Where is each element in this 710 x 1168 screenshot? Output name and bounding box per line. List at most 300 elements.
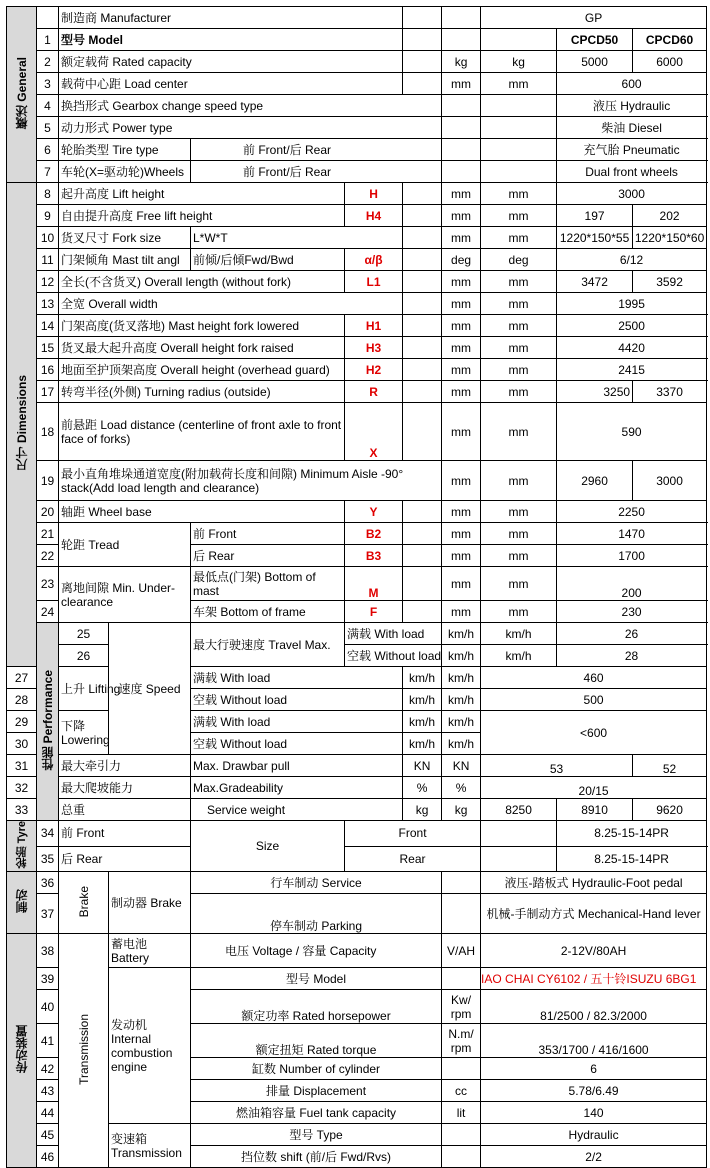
table-cell [403,293,442,315]
table-cell: 14 [37,315,59,337]
table-cell: mm [481,183,557,205]
table-cell: 5 [37,117,59,139]
table-cell: 8 [37,183,59,205]
table-cell: Y [345,501,403,523]
table-cell: 500 [481,689,707,711]
table-cell: Hydraulic [481,1124,707,1146]
table-cell: 型号 Model [59,29,403,51]
table-cell: KN [442,755,481,777]
table-cell: 电压 Voltage / 容量 Capacity [191,934,442,968]
table-cell: 挡位数 shift (前/后 Fwd/Rvs) [191,1146,442,1168]
table-cell: 速度 Speed [109,623,191,755]
table-cell: km/h [403,689,442,711]
table-cell [481,139,557,161]
table-cell: mm [481,545,557,567]
table-row [7,1124,707,1146]
table-cell: mm [442,601,481,623]
table-cell: 前 Front/后 Rear [191,161,442,183]
table-cell: IAO CHAI CY6102 / 五十铃ISUZU 6BG1 [481,968,707,990]
table-row [7,227,707,249]
table-cell: GP [481,7,707,29]
table-cell: 5000 [557,51,633,73]
table-cell: 2/2 [481,1146,707,1168]
table-cell: 性能 Performance [40,669,55,771]
table-cell: kg [442,51,481,73]
table-cell: 载荷中心距 Load center [59,73,403,95]
table-row [7,501,707,523]
table-cell: mm [442,227,481,249]
table-cell: 202 [633,205,707,227]
table-cell [403,183,442,205]
table-cell: 41 [37,1024,59,1058]
table-cell: 17 [37,381,59,403]
table-cell: H4 [345,205,403,227]
table-cell: 9 [37,205,59,227]
table-cell: 13 [37,293,59,315]
table-cell: mm [442,205,481,227]
table-cell: km/h [403,711,442,733]
table-cell: Max. Drawbar pull [191,755,403,777]
table-cell: B2 [345,523,403,545]
table-cell: 6000 [633,51,707,73]
table-cell: mm [481,205,557,227]
table-cell: 额定载荷 Rated capacity [59,51,403,73]
table-cell: 额定功率 Rated horsepower [191,990,442,1024]
table-cell [403,51,442,73]
table-cell: H3 [345,337,403,359]
table-cell: 39 [37,968,59,990]
table-cell: L1 [345,271,403,293]
table-cell [481,117,557,139]
table-cell: 1700 [557,545,707,567]
table-cell: Service weight [191,799,403,821]
table-cell [403,359,442,381]
table-row [7,755,707,777]
table-cell [403,381,442,403]
table-cell: 制动 [14,889,29,914]
table-cell: 23 [37,567,59,601]
table-cell: 27 [7,667,37,689]
table-cell: deg [481,249,557,271]
table-cell: 590 [557,403,707,461]
table-cell: 6 [37,139,59,161]
table-cell: 31 [7,755,37,777]
table-cell: 空载 Without load [191,733,403,755]
table-cell: 型号 Model [191,968,442,990]
table-cell: 45 [37,1124,59,1146]
table-cell: mm [481,293,557,315]
table-cell: 12 [37,271,59,293]
table-cell [442,29,481,51]
table-cell: Rear [345,846,481,872]
table-cell: Kw/ rpm [442,990,481,1024]
table-cell: 15 [37,337,59,359]
table-cell: 概述 General [14,56,29,130]
table-cell: M [345,567,403,601]
table-cell: 25 [59,623,109,645]
table-cell: mm [481,403,557,461]
table-cell: 3000 [633,461,707,501]
table-cell: km/h [442,645,481,667]
table-cell [442,139,481,161]
table-cell: % [442,777,481,799]
table-cell: 最大行驶速度 Travel Max. [191,623,345,667]
table-cell: 2415 [557,359,707,381]
table-cell: 3250 [557,381,633,403]
table-row [7,359,707,381]
table-cell: 前 Front [59,821,191,847]
table-cell: 满载 With load [191,711,403,733]
table-cell [403,7,442,29]
table-cell: 200 [557,567,707,601]
table-cell [403,567,442,601]
table-cell: 最大牵引力 [59,755,191,777]
table-cell: 2250 [557,501,707,523]
table-cell: H [345,183,403,205]
table-cell [442,968,481,990]
section-transmission [7,934,37,1168]
table-cell [442,1124,481,1146]
table-row [7,337,707,359]
table-cell: 21 [37,523,59,545]
table-cell: 自由提升高度 Free lift height [59,205,345,227]
section-tyre [7,821,37,872]
table-cell: 1220*150*55 [557,227,633,249]
table-cell: mm [481,315,557,337]
table-row [7,249,707,271]
table-cell: 19 [37,461,59,501]
table-cell: KN [403,755,442,777]
section-performance [37,623,59,821]
table-cell: 197 [557,205,633,227]
table-cell: 行车制动 Service [191,872,442,894]
table-cell: mm [442,523,481,545]
table-cell: V/AH [442,934,481,968]
table-cell: 传动装置 [14,1025,29,1074]
table-cell: N.m/ rpm [442,1024,481,1058]
table-row [7,623,707,645]
table-cell: 8250 [481,799,557,821]
table-cell: Size [191,821,345,872]
table-cell [403,523,442,545]
table-cell: X [345,403,403,461]
table-cell: 3000 [557,183,707,205]
table-cell [442,161,481,183]
table-cell: 42 [37,1058,59,1080]
table-cell: 20/15 [481,777,707,799]
table-cell: 机械-手制动方式 Mechanical-Hand lever [481,894,707,934]
table-cell [442,894,481,934]
table-cell: 离地间隙 Min. Under-clearance [59,567,191,623]
table-cell: 地面至护顶架高度 Overall height (overhead guard) [59,359,345,381]
table-cell: 动力形式 Power type [59,117,442,139]
table-cell: mm [481,227,557,249]
table-cell: 4420 [557,337,707,359]
table-cell: 缸数 Number of cylinder [191,1058,442,1080]
table-cell: 8.25-15-14PR [557,821,707,847]
table-cell [481,29,557,51]
table-cell: 38 [37,934,59,968]
table-cell: 43 [37,1080,59,1102]
section-dimensions [7,183,37,667]
table-cell: mm [481,601,557,623]
table-cell: 44 [37,1102,59,1124]
table-row [7,567,707,601]
table-row [7,161,707,183]
table-cell [59,934,109,1168]
table-cell: 11 [37,249,59,271]
table-row [7,73,707,95]
table-cell [442,1058,481,1080]
table-cell: 5.78/6.49 [481,1080,707,1102]
table-cell [403,271,442,293]
table-cell: 10 [37,227,59,249]
table-cell [481,95,557,117]
table-cell: 36 [37,872,59,894]
table-cell: 换挡形式 Gearbox change speed type [59,95,442,117]
table-cell: 轮胎 Tyre [15,821,28,869]
table-cell [403,249,442,271]
table-cell: Dual front wheels [557,161,707,183]
table-cell: 30 [7,733,37,755]
table-cell: 6 [481,1058,707,1080]
table-cell: 20 [37,501,59,523]
table-cell: mm [442,337,481,359]
table-cell [481,821,557,847]
table-cell: H1 [345,315,403,337]
table-row [7,821,707,847]
table-cell: km/h [442,733,481,755]
table-cell: % [403,777,442,799]
table-cell: L*W*T [191,227,403,249]
table-cell: 货叉尺寸 Fork size [59,227,191,249]
table-cell: mm [442,359,481,381]
table-cell: 32 [7,777,37,799]
table-cell: kg [442,799,481,821]
table-cell: mm [481,523,557,545]
table-row [7,381,707,403]
table-cell: km/h [481,623,557,645]
table-cell: 2 [37,51,59,73]
table-cell: lit [442,1102,481,1124]
table-cell: 总重 [59,799,191,821]
table-cell: 全宽 Overall width [59,293,403,315]
table-cell: 2-12V/80AH [481,934,707,968]
table-cell: mm [481,461,557,501]
table-cell: B3 [345,545,403,567]
table-row [7,403,707,461]
table-row [7,205,707,227]
table-cell: 液压-踏板式 Hydraulic-Foot pedal [481,872,707,894]
table-cell: mm [442,73,481,95]
table-row [7,799,707,821]
table-cell: 52 [633,755,707,777]
table-cell: 1 [37,29,59,51]
table-row [7,51,707,73]
table-cell [403,545,442,567]
table-cell: F [345,601,403,623]
table-cell: 6/12 [557,249,707,271]
table-cell: Front [345,821,481,847]
table-cell: mm [442,381,481,403]
table-cell: mm [481,381,557,403]
table-cell [442,117,481,139]
table-cell: 600 [557,73,707,95]
table-row [7,117,707,139]
table-cell: 车架 Bottom of frame [191,601,345,623]
table-cell [442,95,481,117]
table-cell: 28 [7,689,37,711]
table-cell: 33 [7,799,37,821]
table-cell: 230 [557,601,707,623]
table-cell: mm [481,271,557,293]
table-cell: 充气胎 Pneumatic [557,139,707,161]
table-row [7,934,707,968]
table-cell [481,161,557,183]
table-cell: Max.Gradeability [191,777,403,799]
table-cell: 下降 Lowering [59,711,109,755]
table-cell: 后 Rear [191,545,345,567]
table-cell: 柴油 Diesel [557,117,707,139]
table-cell [442,872,481,894]
table-cell [403,73,442,95]
table-cell: mm [442,545,481,567]
table-cell: 燃油箱容量 Fuel tank capacity [191,1102,442,1124]
table-cell: 起升高度 Lift height [59,183,345,205]
table-cell: kg [403,799,442,821]
table-row [7,846,707,872]
table-cell: 上升 Lifting [59,667,109,711]
table-cell: km/h [442,689,481,711]
table-cell: α/β [345,249,403,271]
table-row [7,293,707,315]
table-cell: mm [442,293,481,315]
table-cell [403,29,442,51]
table-row [7,777,707,799]
spec-table [6,6,707,1168]
table-cell: 81/2500 / 82.3/2000 [481,990,707,1024]
table-cell: 40 [37,990,59,1024]
table-cell: mm [442,403,481,461]
table-cell: km/h [442,711,481,733]
table-cell: deg [442,249,481,271]
table-row [7,183,707,205]
table-cell: 3370 [633,381,707,403]
table-cell: 满载 With load [345,623,442,645]
table-cell: 46 [37,1146,59,1168]
table-cell [403,315,442,337]
table-cell: mm [481,337,557,359]
table-cell: 3592 [633,271,707,293]
table-cell: 空载 Without load [345,645,442,667]
table-cell: kg [481,51,557,73]
table-cell: 货叉最大起升高度 Overall height fork raised [59,337,345,359]
table-cell: 车轮(X=驱动轮)Wheels [59,161,191,183]
table-cell: 轴距 Wheel base [59,501,345,523]
table-cell: 额定扭矩 Rated torque [191,1024,442,1058]
table-cell: 1470 [557,523,707,545]
table-cell: 140 [481,1102,707,1124]
table-cell: 7 [37,161,59,183]
table-cell: 353/1700 / 416/1600 [481,1024,707,1058]
table-cell: 满载 With load [191,667,403,689]
table-cell [403,403,442,461]
table-cell: 37 [37,894,59,934]
table-cell [403,501,442,523]
table-cell: 4 [37,95,59,117]
table-cell: 空载 Without load [191,689,403,711]
table-cell: 29 [7,711,37,733]
table-cell: 1220*150*60 [633,227,707,249]
table-cell: mm [442,183,481,205]
table-cell: 液压 Hydraulic [557,95,707,117]
table-cell: 全长(不含货叉) Overall length (without fork) [59,271,345,293]
table-cell: km/h [442,623,481,645]
table-cell: CPCD60 [633,29,707,51]
table-cell: 停车制动 Parking [191,894,442,934]
table-cell: 前倾/后倾Fwd/Bwd [191,249,345,271]
table-row [7,968,707,990]
table-cell: km/h [442,667,481,689]
table-row [7,139,707,161]
table-cell: 16 [37,359,59,381]
table-row [7,461,707,501]
table-cell: km/h [403,733,442,755]
table-cell: 后 Rear [59,846,191,872]
table-cell [403,205,442,227]
table-cell: 26 [59,645,109,667]
table-cell: 前悬距 Load distance (centerline of front axle to front face of forks) [59,403,345,461]
table-row [7,872,707,894]
table-cell: 26 [557,623,707,645]
table-cell: 轮距 Tread [59,523,191,567]
table-cell: 前 Front/后 Rear [191,139,442,161]
table-cell: 9620 [633,799,707,821]
table-cell: 8910 [557,799,633,821]
table-cell: 最低点(门架) Bottom of mast [191,567,345,601]
table-cell [403,227,442,249]
table-cell: 1995 [557,293,707,315]
table-cell [403,337,442,359]
section-brake [7,872,37,934]
table-cell: 24 [37,601,59,623]
table-cell: 排量 Displacement [191,1080,442,1102]
table-row [7,29,707,51]
table-cell [37,7,59,29]
table-cell: 制动器 Brake [109,872,191,934]
table-cell: <600 [481,711,707,755]
table-row [7,95,707,117]
table-cell: 2500 [557,315,707,337]
table-cell: 转弯半径(外侧) Turning radius (outside) [59,381,345,403]
table-cell: mm [442,315,481,337]
table-cell: H2 [345,359,403,381]
table-cell: 制造商 Manufacturer [59,7,403,29]
table-cell: Brake [76,885,91,918]
table-cell: 最大爬坡能力 [59,777,191,799]
table-cell: 53 [481,755,633,777]
table-cell: 3 [37,73,59,95]
table-cell: km/h [403,667,442,689]
table-cell: mm [442,567,481,601]
table-cell: mm [442,271,481,293]
table-cell: mm [481,359,557,381]
table-cell: mm [442,461,481,501]
table-cell: 发动机 Internal combustion engine [109,968,191,1124]
table-cell: 35 [37,846,59,872]
table-cell: 最小直角堆垛通道宽度(附加载荷长度和间隙) Minimum Aisle -90° stack(Add load length and clearance) [59,461,442,501]
table-cell: R [345,381,403,403]
